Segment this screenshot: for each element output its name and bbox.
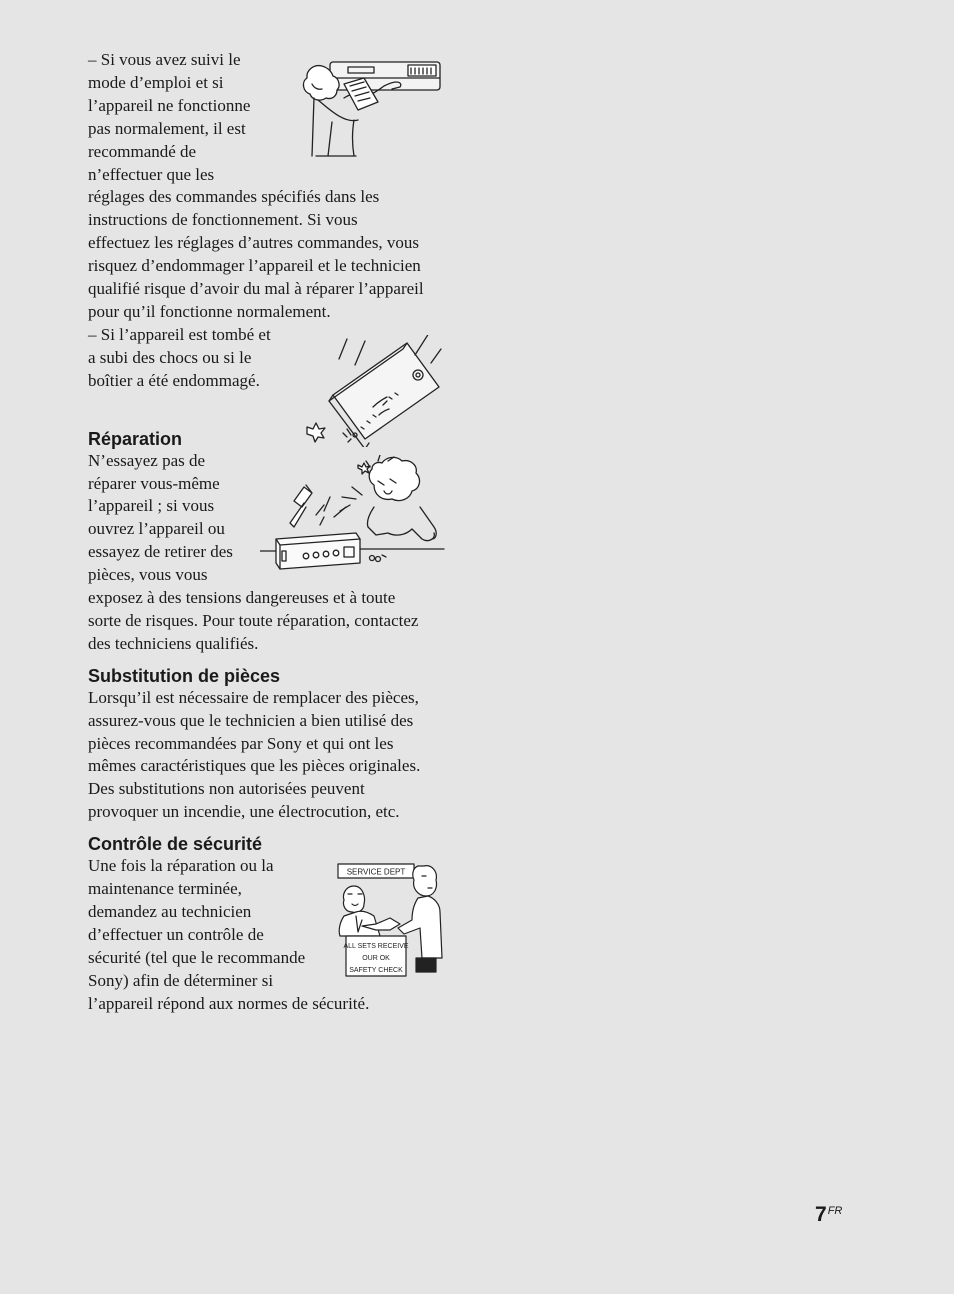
text-line: Une fois la réparation ou la	[88, 856, 274, 876]
dropped-device-illustration	[303, 335, 445, 447]
repair-danger-illustration	[260, 455, 446, 571]
safety-check-illustration	[334, 862, 446, 978]
text-line: risquez d’endommager l’appareil et le technicien	[88, 256, 421, 276]
repair-heading: Réparation	[88, 428, 183, 449]
repair-paragraph-full	[88, 587, 446, 656]
text-line: l’appareil ne fonctionne	[88, 95, 251, 115]
parts-heading: Substitution de pièces	[88, 665, 281, 686]
text-line: N’essayez pas de	[88, 450, 206, 470]
text-line: l’appareil répond aux normes de sécurité.	[88, 993, 370, 1013]
page-number	[815, 1203, 842, 1227]
text-line: a subi des chocs ou si le	[88, 347, 252, 367]
text-line: assurez-vous que le technicien a bien utilisé des	[88, 710, 414, 730]
card-line-1: ALL SETS RECEIVE	[343, 943, 409, 950]
safety-paragraph-full	[88, 993, 446, 1016]
text-line: réglages des commandes spécifiés dans les	[88, 187, 380, 207]
text-line: maintenance terminée,	[88, 879, 242, 899]
text-line: Sony) afin de déterminer si	[88, 970, 274, 990]
text-line: l’appareil ; si vous	[88, 496, 215, 516]
text-line: boîtier a été endommagé.	[88, 370, 260, 390]
text-line: sécurité (tel que le recommande	[88, 947, 306, 967]
text-line: – Si l’appareil est tombé et	[88, 324, 271, 344]
text-line: instructions de fonctionnement. Si vous	[88, 210, 358, 230]
text-line: des techniciens qualifiés.	[88, 633, 259, 653]
text-line: ouvrez l’appareil ou	[88, 519, 225, 539]
text-line: d’effectuer un contrôle de	[88, 924, 264, 944]
page-number-value: 7	[815, 1203, 827, 1226]
safety-heading: Contrôle de sécurité	[88, 834, 263, 855]
text-line: demandez au technicien	[88, 902, 252, 921]
manual-reading-illustration	[302, 56, 444, 158]
text-line: recommandé de	[88, 141, 197, 161]
intro-paragraph-full	[88, 186, 446, 323]
text-line: sorte de risques. Pour toute réparation, contactez	[88, 610, 419, 630]
safety-paragraph-narrow	[88, 855, 328, 992]
service-dept-sign: SERVICE DEPT	[346, 867, 406, 877]
intro-paragraph-narrow	[88, 49, 303, 186]
text-line: n’effectuer que les	[88, 164, 215, 184]
text-line: Lorsqu’il est nécessaire de remplacer des pièces,	[88, 687, 419, 707]
dropped-paragraph	[88, 324, 303, 393]
text-line: Des substitutions non autorisées peuvent	[88, 779, 365, 799]
text-line: pour qu’il fonctionne normalement.	[88, 301, 331, 321]
text-line: effectuez les réglages d’autres commandes, vous	[88, 233, 420, 253]
card-line-2: OUR OK	[362, 955, 390, 962]
parts-paragraph	[88, 687, 446, 824]
text-line: pièces, vous vous	[88, 565, 208, 585]
text-line: mode d’emploi et si	[88, 72, 224, 92]
text-line: provoquer un incendie, une électrocution, etc.	[88, 802, 400, 822]
text-line: réparer vous-même	[88, 473, 220, 493]
text-line: exposez à des tensions dangereuses et à toute	[88, 588, 396, 608]
card-line-3: SAFETY CHECK	[349, 967, 403, 974]
text-line: essayez de retirer des	[88, 542, 233, 562]
text-line: pas normalement, il est	[88, 118, 246, 138]
text-line: qualifié risque d’avoir du mal à réparer l’appareil	[88, 279, 424, 299]
text-line: – Si vous avez suivi le	[88, 50, 241, 69]
text-line: mêmes caractéristiques que les pièces originales.	[88, 756, 421, 776]
page-number-suffix: FR	[827, 1205, 843, 1217]
text-line: pièces recommandées par Sony et qui ont les	[88, 733, 394, 753]
